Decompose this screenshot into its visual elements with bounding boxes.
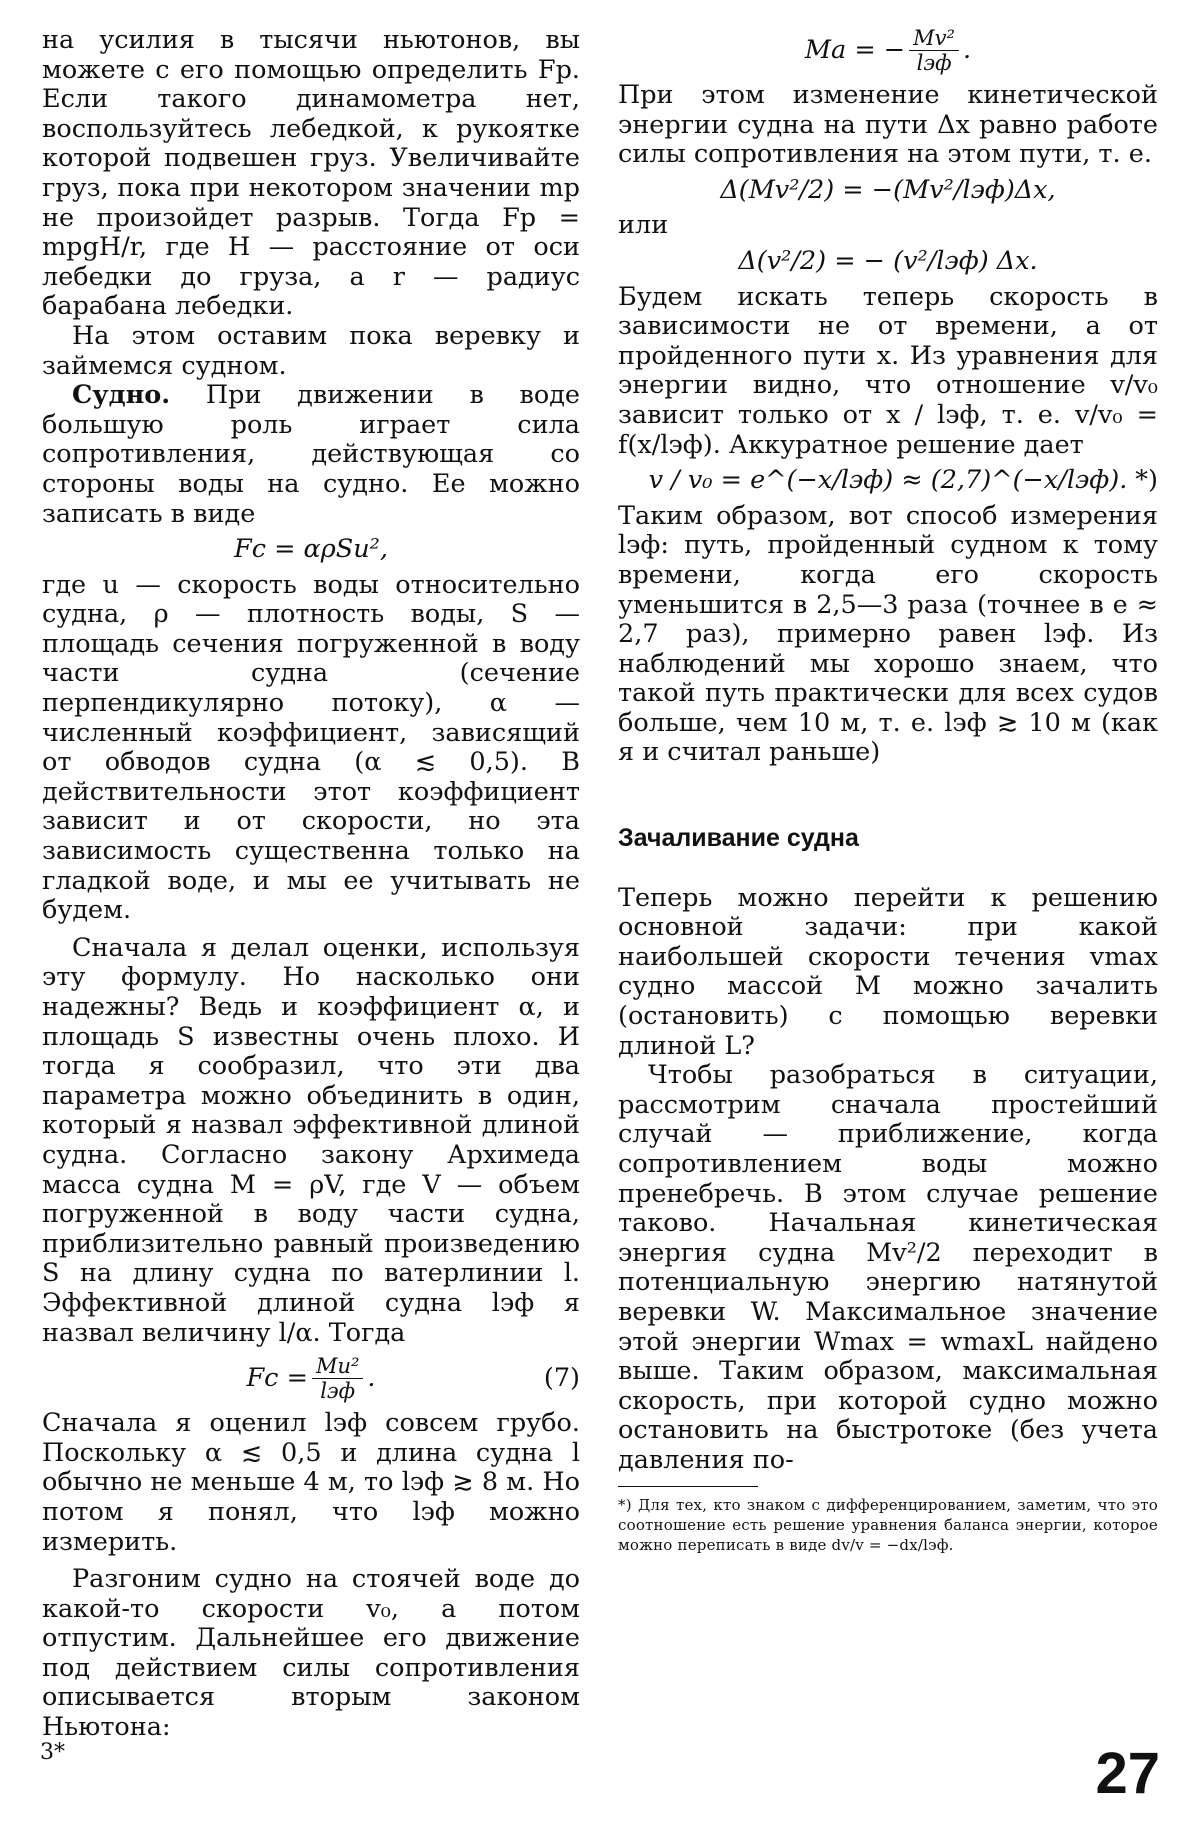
paragraph: Чтобы разобраться в ситуации, рассмотрим сначала простейший случай — приближение, когда сопротивлением воды можно пренебречь. В этом случае решение таково. Начальная кинетическая энергия судна Mv²/2 переходит в потенциальную энергию натянутой веревки W. Максимальное значение этой энергии Wmax = wmaxL найдено выше. Таким образом, максимальная скорость, при которой судно можно остановить на быстротоке (без учета давления по- bbox=[618, 1060, 1158, 1475]
left-column bbox=[42, 26, 580, 1743]
equation-7: Fс = $\frac{\text{Mu²}}{\text{lэф}}$ . (7) bbox=[246, 1354, 580, 1404]
fraction-denominator: lэф bbox=[916, 51, 952, 75]
paragraph bbox=[42, 381, 580, 529]
footnote-rule bbox=[618, 1486, 758, 1487]
equation-body: v / v₀ = e^(−x/lэф) ≈ (2,7)^(−x/lэф). bbox=[648, 465, 1128, 496]
equation-energy-simplified: Δ(v²/2) = − (v²/lэф) Δx. bbox=[738, 245, 1038, 276]
paragraph: или bbox=[618, 210, 669, 241]
equation-velocity bbox=[618, 466, 1158, 496]
paragraph: При этом изменение кинетической энергии судна на пути Δx равно работе силы сопротивления на этом пути, т. е. bbox=[618, 80, 1158, 170]
paragraph: Разгоним судно на стоячей воде до какой-то скорости v₀, а потом отпустим. Дальнейшее его движение под действием силы сопротивления описывается вторым законом Ньютона: bbox=[42, 1564, 580, 1743]
paragraph: Будем искать теперь скорость в зависимости не от времени, а от пройденного пути x. Из уравнения для энергии видно, что отношение v/v₀ зависит только от x / lэф, т. е. v/v₀ = f(x/lэф). Аккуратное решение дает bbox=[618, 281, 1158, 460]
paragraph: Таким образом, вот способ измерения lэф: путь, пройденный судном к тому времени, когда его скорость уменьшится в 2,5—3 раза (точнее в e ≈ 2,7 раз), примерно равен lэф. Из наблюдений мы хорошо знаем, что такой путь практически для всех судов больше, чем 10 м, т. е. lэф ≳ 10 м (как я и считал раньше) bbox=[618, 500, 1158, 768]
equation-energy: Δ(Mv²/2) = −(Mv²/lэф)Δx, bbox=[720, 174, 1056, 205]
fraction-numerator: Mv² bbox=[909, 26, 959, 51]
equation-lhs: Fс = bbox=[246, 1362, 308, 1393]
equation-drag-force: Fс = αρSu², bbox=[234, 534, 388, 565]
footnote-mark: *) bbox=[1135, 465, 1158, 496]
fraction bbox=[909, 26, 959, 75]
fraction-denominator: lэф bbox=[320, 1379, 356, 1404]
footnote: *) Для тех, кто знаком с дифференцированием, заметим, что это соотношение есть решение уравнения баланса энергии, которое можно переписать в виде dv/v = −dx/lэф. bbox=[618, 1495, 1158, 1554]
paragraph: На этом оставим пока веревку и займемся судном. bbox=[42, 320, 580, 381]
equation-number: (7) bbox=[543, 1362, 580, 1393]
run-in-heading: Судно. bbox=[72, 380, 171, 411]
paragraph: Сначала я оценил lэф совсем грубо. Поскольку α ≲ 0,5 и длина судна l обычно не меньше 4 м, то lэф ≳ 8 м. Но потом я понял, что lэф можно измерить. bbox=[42, 1408, 580, 1557]
paragraph: где u — скорость воды относительно судна, ρ — плотность воды, S — площадь сечения погруженной в воду части судна (сечение перпендикулярно потоку), α — численный коэффициент, зависящий от обводов судна (α ≲ 0,5). В действительности этот коэффициент зависит и от скорости, но эта зависимость существенна только на гладкой воде, и мы ее учитывать не будем. bbox=[42, 569, 580, 926]
equation-lhs: Ma = − bbox=[804, 34, 906, 65]
paragraph: на усилия в тысячи ньютонов, вы можете с его помощью определить Fр. Если такого динамометра нет, воспользуйтесь лебедкой, к рукоятке которой подвешен груз. Увеличивайте груз, пока при некотором значении mр не произойдет разрыв. Тогда Fр = mрgH/r, где H — расстояние от оси лебедки до груза, а r — радиус барабана лебедки. bbox=[42, 25, 580, 322]
equation-newton: Ma = − $\frac{\text{Mv²}}{\text{lэф}}$ . bbox=[804, 26, 972, 75]
paragraph: Сначала я делал оценки, используя эту формулу. Но насколько они надежны? Ведь и коэффициент α, и площадь S известны очень плохо. И тогда я сообразил, что эти два параметра можно объединить в один, который я назвал эффективной длиной судна. Согласно закону Архимеда масса судна M = ρV, где V — объем погруженной в воду части судна, приблизительно равный произведению S на длину судна по ватерлинии l. Эффективной длиной судна lэф я назвал величину l/α. Тогда bbox=[42, 932, 580, 1348]
right-column bbox=[618, 26, 1158, 1555]
fraction-numerator: Mu² bbox=[312, 1354, 363, 1379]
page-number: 27 bbox=[1095, 1741, 1160, 1806]
fraction bbox=[312, 1354, 363, 1403]
paragraph: Теперь можно перейти к решению основной задачи: при какой наибольшей скорости течения vmax судно массой M можно зачалить (остановить) с помощью веревки длиной L? bbox=[618, 882, 1158, 1061]
signature-mark: 3* bbox=[40, 1740, 65, 1765]
section-heading: Зачаливание судна bbox=[618, 824, 859, 853]
paragraph-text: При движении в воде большую роль играет сила сопротивления, действующая со стороны воды на судно. Ее можно записать в виде bbox=[42, 380, 581, 529]
